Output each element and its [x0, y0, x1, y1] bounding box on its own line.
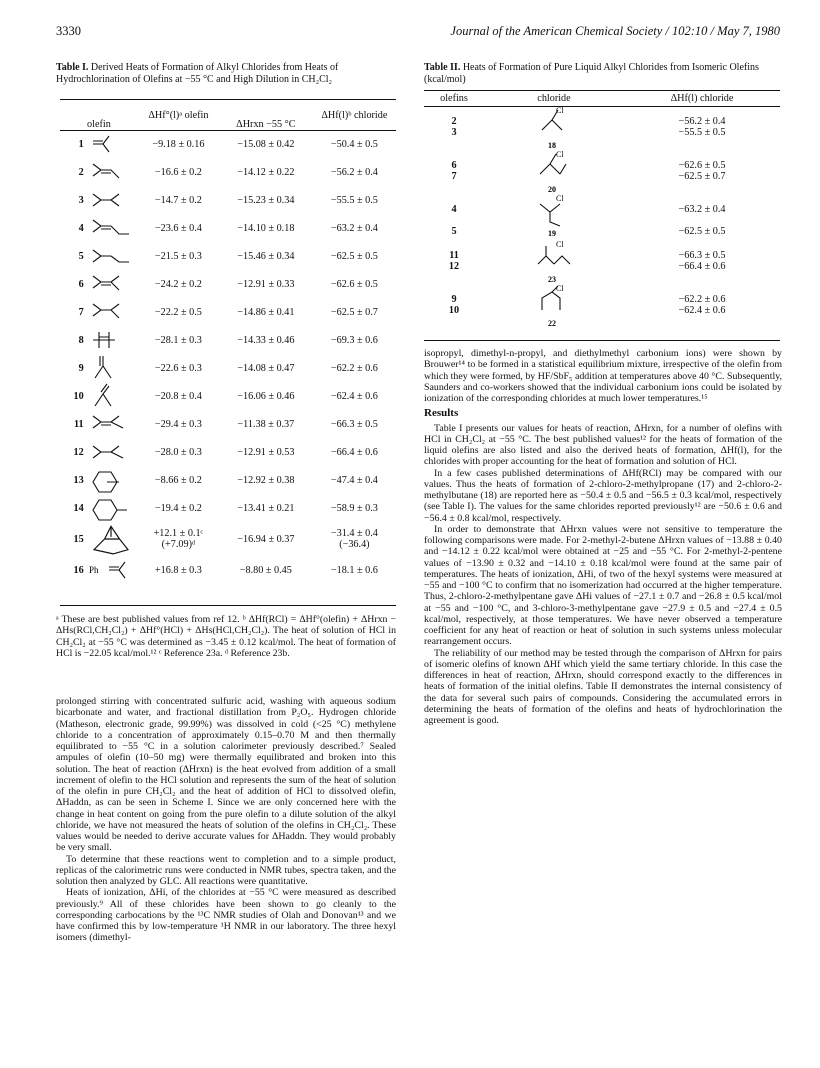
- table1-hrxn: −14.86 ± 0.41: [237, 306, 295, 318]
- table1-row: [60, 494, 396, 522]
- table1-structure: [87, 130, 138, 158]
- table1-compound-number: 7: [78, 306, 84, 318]
- chlorine-label: Cl: [556, 240, 564, 249]
- table1-compound-number: 8: [78, 334, 84, 346]
- chloride-number: 23: [548, 275, 556, 284]
- olefin-structure-icon: [87, 242, 135, 270]
- table1-hf-olefin: −14.7 ± 0.2: [154, 194, 202, 206]
- chlorine-label: Cl: [556, 150, 564, 159]
- page-number: 3330: [56, 24, 81, 38]
- table1-structure: [87, 494, 138, 522]
- table1-compound-number: 1: [78, 138, 84, 150]
- olefin-structure-icon: [87, 186, 135, 214]
- table1-row: [60, 326, 396, 354]
- table1-hrxn: −16.94 ± 0.37: [237, 533, 295, 545]
- table1-col-hf-chloride: ΔHf(l)ᵇ chloride: [321, 110, 388, 122]
- table1-structure: [87, 158, 138, 186]
- table1-hf-chloride: −69.3 ± 0.6: [330, 334, 378, 346]
- table1-hrxn: −12.91 ± 0.33: [237, 278, 295, 290]
- table1-hf-olefin: −24.2 ± 0.2: [154, 278, 202, 290]
- table1-hrxn: −14.12 ± 0.22: [237, 166, 295, 178]
- table2-olefins: 6 7: [451, 160, 457, 182]
- table1-structure: [87, 242, 138, 270]
- results-paragraph-3: In order to demonstrate that ΔHrxn values were not sensitive to temperature the following comparisons were made. For 2-methyl-2-butene ΔHrxn values of −13.88 ± 0.40 and −14.12 ± 0.22 kcal/mol were obtained at −25 and −55 °C. For 2-methyl-2-pentene values of −13.90 ± 0.32 and −14.10 ± 0.18 kcal/mol were found at the same pair of temperatures. The heats of ionization, ΔHi, of two of the hexyl systems were measured at −55 and −100 °C to confirm that no isomerization had occurred at the higher temperature. Thus, 2-chloro-2-methylpentane gave ΔHi values of −27.1 ± 0.7 and −26.8 ± 0.5 kcal/mol at −55 and −100 °C, and 3-chloro-3-methylpentane gave −27.9 ± 0.5 and −27.4 ± 0.5 kcal/mol, respectively, at those temperatures. We have never observed a temperature coefficient for any heat of reaction or heat of solution in such systems unless molecular rearrangement occurs.: [424, 523, 782, 648]
- table2-caption: [424, 62, 782, 85]
- table1-row: [60, 410, 396, 438]
- olefin-structure-icon: [87, 214, 135, 242]
- table1-caption-text: Derived Heats of Formation of Alkyl Chlorides from Heats of Hydrochlorination of Olefins at −55 °C and High Dilution in CH₂Cl₂: [56, 62, 339, 85]
- phenyl-prefix: Ph: [88, 565, 99, 575]
- table2-caption-text: Heats of Formation of Pure Liquid Alkyl Chlorides from Isomeric Olefins (kcal/mol): [424, 62, 759, 85]
- table1-structure: [87, 410, 138, 438]
- table2-bottom-rule: [424, 340, 780, 341]
- table1-row: [60, 466, 396, 494]
- table1-structure: [87, 556, 138, 584]
- chloride-number: 19: [548, 229, 556, 238]
- chloride-structure-icon: [484, 284, 624, 328]
- results-heading: Results: [424, 407, 459, 420]
- table1-hf-olefin: −28.1 ± 0.3: [154, 334, 202, 346]
- table2-hf-values: −56.2 ± 0.4 −55.5 ± 0.5: [678, 116, 726, 138]
- table1-hf-chloride: −47.4 ± 0.4: [330, 474, 378, 486]
- table1-bottom-rule: [60, 605, 396, 606]
- table1-caption: [56, 62, 406, 85]
- table1-hf-olefin: −23.6 ± 0.4: [154, 222, 202, 234]
- chloride-number: 20: [548, 185, 556, 194]
- olefin-structure-icon: [87, 522, 135, 556]
- table1-row: [60, 382, 396, 410]
- page-header: [56, 24, 780, 44]
- table1-compound-number: 9: [78, 362, 84, 374]
- table1-hf-chloride: −18.1 ± 0.6: [330, 564, 378, 576]
- table2-hf-values: −66.3 ± 0.5 −66.4 ± 0.6: [678, 250, 726, 272]
- table2-col-hf: ΔHf(l) chloride: [670, 93, 734, 104]
- table1-hf-chloride: −62.2 ± 0.6: [330, 362, 378, 374]
- table1-compound-number: 2: [78, 166, 84, 178]
- table1-hf-olefin: −8.66 ± 0.2: [154, 474, 202, 486]
- olefin-structure-icon: [87, 494, 135, 522]
- table1-row: [60, 522, 396, 556]
- table1-compound-number: 3: [78, 194, 84, 206]
- table1-footnotes: ᵃ These are best published values from ref 12. ᵇ ΔHf(RCl) = ΔHf°(olefin) + ΔHrxn − ΔHs(RCl,CH₂Cl₂) + ΔHf°(HCl) + ΔHs(HCl,CH₂Cl₂). The heat of solution of HCl in CH₂Cl₂ at −55 °C was determined as −3.45 ± 0.12 kcal/mol. The heat of formation of HCl is −22.05 kcal/mol.¹² ᶜ Reference 23a. ᵈ Reference 23b.: [56, 614, 396, 659]
- table2-hf-values: −63.2 ± 0.4 −62.5 ± 0.5: [678, 204, 726, 237]
- results-paragraph-2: In a few cases published determinations of ΔHf(RCl) may be compared with our values. Thus the heats of formation of 2-chloro-2-methylpropane (17) and 2-chloro-2-methylbutane (18) are reported here as −50.4 ± 0.5 and −56.5 ± 0.3 kcal/mol, respectively (see Table I). The values for the same chlorides reported previously¹² are −50.6 ± 0.6 and −56.4 ± 0.8 kcal/mol, respectively.: [424, 467, 782, 524]
- table1-compound-number: 4: [78, 222, 84, 234]
- table1-row: [60, 438, 396, 466]
- table1-top-rule: [60, 99, 396, 100]
- table1-label: Table I.: [56, 62, 89, 73]
- table1-row: [60, 354, 396, 382]
- table2: [424, 92, 780, 328]
- table1-hf-chloride: −55.5 ± 0.5: [330, 194, 378, 206]
- table1: [60, 102, 396, 584]
- olefin-structure-icon: [87, 270, 135, 298]
- table1-hrxn: −15.46 ± 0.34: [237, 250, 295, 262]
- table1-hrxn: −12.92 ± 0.38: [237, 474, 295, 486]
- table1-row: [60, 270, 396, 298]
- table1-row: [60, 298, 396, 326]
- olefin-structure-icon: [87, 556, 135, 584]
- table2-label: Table II.: [424, 62, 461, 73]
- table2-hf-values: −62.6 ± 0.5 −62.5 ± 0.7: [678, 160, 726, 182]
- table1-hf-olefin: +16.8 ± 0.3: [154, 564, 202, 576]
- table1-col-olefin: olefin: [87, 118, 111, 130]
- table1-hf-chloride: −62.4 ± 0.6: [330, 390, 378, 402]
- table2-row: [424, 150, 780, 194]
- table2-olefins: 2 3: [451, 116, 457, 138]
- chloride-structure-icon: [484, 150, 624, 194]
- table1-hrxn: −14.10 ± 0.18: [237, 222, 295, 234]
- left-paragraph-3: Heats of ionization, ΔHi, of the chlorides at −55 °C were measured as described previously.⁹ All of these chlorides have been shown to go cleanly to the corresponding carbocations by the ¹³C NMR studies of Olah and Donovan¹³ and we have confirmed this by low-temperature ¹H NMR in our laboratory. The three hexyl isomers (dimethyl-: [56, 887, 396, 944]
- chlorine-label: Cl: [556, 284, 564, 293]
- table1-row: [60, 242, 396, 270]
- table1-hf-olefin: +12.1 ± 0.1ᶜ (+7.09)ᵈ: [153, 528, 204, 550]
- table1-hrxn: −16.06 ± 0.46: [237, 390, 295, 402]
- table1-hrxn: −15.08 ± 0.42: [237, 138, 295, 150]
- table1-hf-olefin: −9.18 ± 0.16: [152, 138, 205, 150]
- table1-hf-chloride: −50.4 ± 0.5: [330, 138, 378, 150]
- table1-row: [60, 214, 396, 242]
- table1-col-hrxn: ΔHrxn −55 °C: [236, 118, 296, 130]
- table1-hf-chloride: −56.2 ± 0.4: [330, 166, 378, 178]
- right-body-text: [424, 348, 782, 726]
- table1-structure: [87, 466, 138, 494]
- table1-compound-number: 14: [73, 502, 84, 514]
- table1-compound-number: 15: [73, 533, 84, 545]
- olefin-structure-icon: [87, 130, 135, 158]
- table1-compound-number: 6: [78, 278, 84, 290]
- table2-chloride: [484, 240, 624, 284]
- table1-hrxn: −14.08 ± 0.47: [237, 362, 295, 374]
- table2-olefins: 9 10: [448, 294, 460, 316]
- table1-hrxn: −11.38 ± 0.37: [237, 418, 295, 430]
- table1-row: [60, 556, 396, 584]
- olefin-structure-icon: [87, 326, 135, 354]
- results-paragraph-1: Table I presents our values for heats of reaction, ΔHrxn, for a number of olefins with HCl in CH₂Cl₂ at −55 °C. The best published values¹² for the heats of formation of the liquid olefins are also listed and also the derived heats of formation, ΔHf(l), for the chlorides with proper accounting for the heat of formation and solution of HCl.: [424, 422, 782, 468]
- table2-olefins: 4 5: [451, 204, 457, 237]
- table1-hf-chloride: −66.3 ± 0.5: [330, 418, 378, 430]
- table1-hf-chloride: −31.4 ± 0.4 (−36.4): [330, 528, 378, 550]
- table1-hf-olefin: −16.6 ± 0.2: [154, 166, 202, 178]
- table2-chloride: [484, 106, 624, 150]
- table1-structure: [87, 326, 138, 354]
- table2-col-chloride: chloride: [537, 93, 571, 104]
- chlorine-label: Cl: [556, 194, 564, 203]
- olefin-structure-icon: [87, 466, 135, 494]
- table1-structure: [87, 270, 138, 298]
- table1-col-hf-olefin: ΔHf°(l)ᵃ olefin: [148, 110, 209, 122]
- table2-olefins: 11 12: [448, 250, 460, 272]
- table2-chloride: [484, 284, 624, 328]
- table1-hf-chloride: −62.5 ± 0.7: [330, 306, 378, 318]
- olefin-structure-icon: [87, 410, 135, 438]
- table1-row: [60, 130, 396, 158]
- table1-hrxn: −8.80 ± 0.45: [239, 564, 292, 576]
- table1-hf-olefin: −21.5 ± 0.3: [154, 250, 202, 262]
- table1-hf-chloride: −58.9 ± 0.3: [330, 502, 378, 514]
- table2-col-olefins: olefins: [440, 93, 468, 104]
- table1-compound-number: 10: [73, 390, 84, 402]
- table1-compound-number: 11: [74, 418, 84, 430]
- olefin-structure-icon: [87, 382, 135, 410]
- table1-hf-olefin: −19.4 ± 0.2: [154, 502, 202, 514]
- table1-structure: [87, 298, 138, 326]
- olefin-structure-icon: [87, 158, 135, 186]
- chloride-number: 22: [548, 319, 556, 328]
- table1-hrxn: −12.91 ± 0.53: [237, 446, 295, 458]
- table1-hf-olefin: −29.4 ± 0.3: [154, 418, 202, 430]
- table2-row: [424, 284, 780, 328]
- table1-hf-olefin: −28.0 ± 0.3: [154, 446, 202, 458]
- table1-hf-chloride: −66.4 ± 0.6: [330, 446, 378, 458]
- olefin-structure-icon: [87, 354, 135, 382]
- chloride-number: 18: [548, 141, 556, 150]
- right-paragraph-top: isopropyl, dimethyl-n-propyl, and diethylmethyl carbonium ions) were shown by Brouwer¹⁴ to be formed in a statistical equilibrium mixture, irrespective of the olefin from which they were formed, by HF/SbF₅ addition at temperatures above 40 °C. Subsequently, Saunders and co-workers showed that the individual carbonium ions could be isolated by ionization of the corresponding chlorides at much lower temperatures.¹⁵: [424, 348, 782, 404]
- results-paragraph-4: The reliability of our method may be tested through the comparison of ΔHrxn for pairs of isomeric olefins of known ΔHf which yield the same tertiary chloride. In this case the differences in heat of reaction, ΔHrxn, should correspond exactly to the differences in heats of formation of the initial olefins. Table II demonstrates the internal consistency of the data for several such pairs of compounds. Considering the accumulated errors in determining the heats of formation of the olefins and heats of hydrochlorination the agreement is good.: [424, 647, 782, 726]
- table1-structure: [87, 438, 138, 466]
- table2-row: [424, 240, 780, 284]
- left-paragraph-1: prolonged stirring with concentrated sulfuric acid, washing with aqueous sodium bicarbonate and water, and fractional distillation from P₂O₅. Hydrogen chloride (Matheson, electronic grade, 99.99%) was dissolved in cold (<25 °C) methylene chloride to a concentration of approximately 0.15–0.70 M and then thermally equilibrated to −55 °C in a solution calorimeter previously described.⁷ Sealed ampules of olefin (10–50 mg) were thermally equilibrated and broken into this solution. The heat of reaction (ΔHrxn) is the heat evolved from addition of a small increment of olefin to the HCl solution and represents the sum of the heat of solution of the olefin in pure CH₂Cl₂ and the heat of addition of HCl to dissolved olefin, ΔHaddn, as can be seen in Scheme I. Since we are only concerned here with the change in heat content on going from the pure olefin to a dilute solution of the alkyl chloride, we have not measured the heats of solution of the olefins in CH₂Cl₂. These values would be needed to derive accurate values for ΔHaddn. They would probably be very small.: [56, 696, 396, 854]
- table2-top-rule: [424, 90, 780, 91]
- olefin-structure-icon: [87, 438, 135, 466]
- table1-hf-olefin: −20.8 ± 0.4: [154, 390, 202, 402]
- journal-running-head: Journal of the American Chemical Society / 102:10 / May 7, 1980: [450, 24, 780, 38]
- table1-hf-olefin: −22.2 ± 0.5: [154, 306, 202, 318]
- table2-chloride: [484, 194, 624, 240]
- table1-row: [60, 158, 396, 186]
- table1-hf-olefin: −22.6 ± 0.3: [154, 362, 202, 374]
- chloride-structure-icon: [484, 194, 624, 238]
- table1-row: [60, 186, 396, 214]
- table2-hf-values: −62.2 ± 0.6 −62.4 ± 0.6: [678, 294, 726, 316]
- table2-row: [424, 194, 780, 240]
- table1-hrxn: −14.33 ± 0.46: [237, 334, 295, 346]
- table1-hf-chloride: −62.6 ± 0.5: [330, 278, 378, 290]
- olefin-structure-icon: [87, 298, 135, 326]
- table1-hf-chloride: −62.5 ± 0.5: [330, 250, 378, 262]
- table1-structure: [87, 214, 138, 242]
- table1-structure: [87, 354, 138, 382]
- chlorine-label: Cl: [556, 106, 564, 115]
- left-paragraph-2: To determine that these reactions went to completion and to a simple product, replicas of the calorimetric runs were conducted in NMR tubes, spectra taken, and the solution then analyzed by GLC. All reactions were quantitative.: [56, 853, 396, 887]
- chloride-structure-icon: [484, 106, 624, 150]
- table1-hrxn: −13.41 ± 0.21: [237, 502, 295, 514]
- table1-structure: [87, 186, 138, 214]
- table1-compound-number: 13: [73, 474, 84, 486]
- table1-structure: [87, 382, 138, 410]
- table1-compound-number: 16: [73, 564, 84, 576]
- table1-hf-chloride: −63.2 ± 0.4: [330, 222, 378, 234]
- table1-structure: [87, 522, 138, 556]
- chloride-structure-icon: [484, 240, 624, 284]
- left-body-text: [56, 696, 396, 944]
- table2-chloride: [484, 150, 624, 194]
- table1-compound-number: 5: [78, 250, 84, 262]
- table1-compound-number: 12: [73, 446, 84, 458]
- table1-hrxn: −15.23 ± 0.34: [237, 194, 295, 206]
- table2-row: [424, 106, 780, 150]
